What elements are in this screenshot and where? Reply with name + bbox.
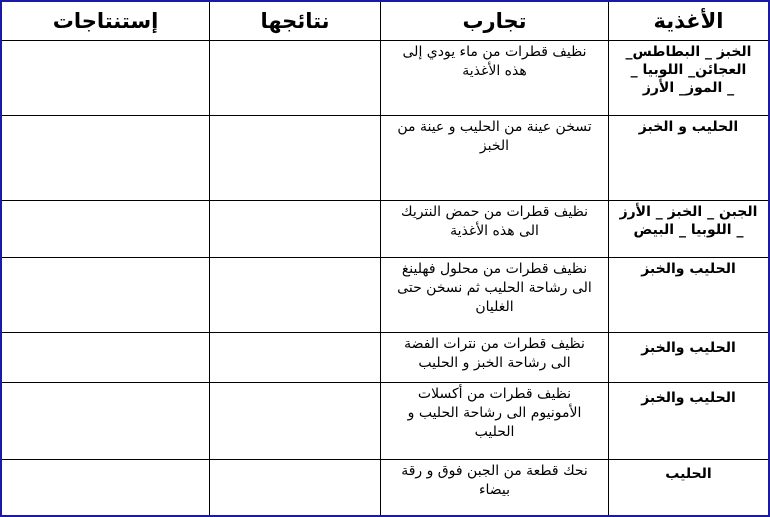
header-foods: الأغذية <box>653 9 724 33</box>
conclusion-cell <box>2 258 209 332</box>
conclusion-cell <box>2 460 209 515</box>
conclusion-cell <box>2 383 209 459</box>
experiment-cell: نظيف قطرات من حمض النتريك الى هذه الأغذية <box>401 204 588 239</box>
result-cell <box>210 333 380 382</box>
header-experiments: تجارب <box>462 9 527 33</box>
food-cell: الحليب والخبز <box>641 390 736 406</box>
result-cell <box>210 116 380 200</box>
experiment-cell: نظيف قطرات من نترات الفضة الى رشاحة الخبز و الحليب <box>404 336 585 371</box>
result-cell <box>210 41 380 115</box>
header-conclusions: إستنتاجات <box>52 9 159 33</box>
experiment-cell: نظيف قطرات من محلول فهلينغ الى رشاحة الحليب ثم نسخن حتى الغليان <box>397 261 592 315</box>
food-cell: الحليب والخبز <box>641 340 736 356</box>
experiment-cell: نحك قطعة من الجبن فوق و رقة بيضاء <box>401 463 588 498</box>
result-cell <box>210 201 380 257</box>
experiment-cell: نظيف قطرات من أكسلات الأمونيوم الى رشاحة الحليب و الحليب <box>407 386 582 440</box>
conclusion-cell <box>2 116 209 200</box>
food-cell: الخبز _ البطاطس_ العجائن_ اللوبيا _ _ الموز_ الأرز <box>625 44 752 96</box>
food-cell: الجبن _ الخبز _ الأرز _ اللوبيا _ البيض <box>619 204 758 238</box>
result-cell <box>210 460 380 515</box>
result-cell <box>210 383 380 459</box>
conclusion-cell <box>2 201 209 257</box>
conclusion-cell <box>2 333 209 382</box>
conclusion-cell <box>2 41 209 115</box>
experiment-cell: تسخن عينة من الحليب و عينة من الخبز <box>397 119 592 154</box>
food-cell: الحليب <box>665 466 712 482</box>
food-cell: الحليب و الخبز <box>638 119 739 135</box>
food-cell: الحليب والخبز <box>641 261 736 277</box>
experiment-cell: نظيف قطرات من ماء يودي إلى هذه الأغذية <box>402 44 587 79</box>
header-results: نتائجها <box>260 9 330 33</box>
result-cell <box>210 258 380 332</box>
